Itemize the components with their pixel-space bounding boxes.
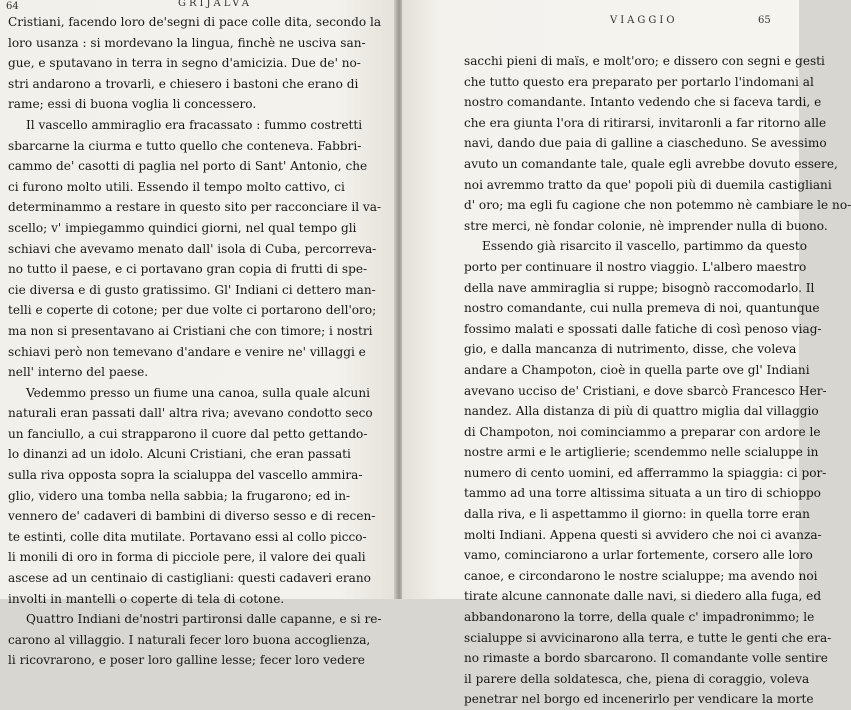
text-line: che tutto questo era preparato per portarlo l'indomani al — [464, 74, 814, 89]
text-line: sbarcarne la ciurma e tutto quello che conteneva. Fabbri- — [8, 138, 362, 153]
text-line: naturali eran passati dall' altra riva; avevano condotto seco — [8, 406, 373, 421]
text-line: gue, e sputavano in terra in segno d'amicizia. Due de' no- — [8, 56, 361, 71]
text-line: dalla riva, e li aspettammo il giorno: in quella torre eran — [464, 507, 810, 522]
text-line: avuto un comandante tale, quale egli avrebbe dovuto essere, — [464, 156, 838, 171]
text-line: canoe, e circondarono le nostre scialuppe; ma avendo noi — [464, 568, 818, 583]
text-line: un fanciullo, a cui strapparono il cuore dal petto gettando- — [8, 426, 368, 441]
right-page-number: 65 — [758, 15, 771, 26]
text-line: tammo ad una torre altissima situata a un tiro di schioppo — [464, 486, 821, 501]
text-line: Essendo già risarcito il vascello, partimmo da questo — [482, 239, 808, 254]
text-line: abbandonarono la torre, della quale c' impadronimmo; le — [464, 610, 815, 625]
text-line: lo dinanzi ad un idolo. Alcuni Cristiani, che eran passati — [8, 447, 351, 462]
text-line: ascese ad un centinaio di castigliani: questi cadaveri erano — [8, 571, 371, 586]
text-line: nostro comandante, cui nulla premeva di noi, quantunque — [464, 301, 820, 316]
text-line: sacchi pieni di maïs, e molt'oro; e dissero con segni e gesti — [464, 54, 825, 68]
text-line: Cristiani, facendo loro de'segni di pace colle dita, secondo la — [8, 15, 382, 29]
text-line: scello; v' impiegammo quindici giorni, nel qual tempo gli — [8, 220, 357, 235]
text-line: stri andarono a trovarli, e chiesero i bastoni che erano di — [8, 76, 359, 91]
right-page-header — [402, 0, 799, 26]
text-line: avevano ucciso de' Cristiani, e dove sbarcò Francesco Her- — [464, 383, 827, 398]
text-line: telli e coperte di cotone; per due volte ci portarono dell'oro; — [8, 303, 377, 318]
text-line: schiavi però non temevano d'andare e venire ne' villaggi e — [8, 344, 366, 359]
text-line: cammo de' casotti di paglia nel porto di Sant' Antonio, che — [8, 159, 368, 174]
text-line: tirate alcune cannonate dalle navi, si diedero alla fuga, ed — [464, 589, 822, 604]
text-line: ma non si presentavano ai Cristiani che con timore; i nostri — [8, 323, 373, 338]
text-line: carono al villaggio. I naturali fecer loro buona accoglienza, — [8, 632, 371, 647]
text-line: penetrar nel borgo ed incenerirlo per vendicare la morte — [464, 692, 814, 707]
text-line: fossimo malati e spossati dalle fatiche di così penoso viag- — [464, 321, 822, 336]
right-page — [402, 0, 851, 707]
text-line: Il vascello ammiraglio era fracassato : fummo costretti — [26, 117, 363, 132]
text-line: no tutto il paese, e ci portavano gran copia di frutti di spe- — [8, 262, 368, 277]
text-line: vennero de' cadaveri di bambini di diverso sesso e di recen- — [8, 509, 376, 524]
text-line: li monili di oro in forma di picciole pere, il valore dei quali — [8, 550, 366, 565]
text-line: d' oro; ma egli fu cagione che non potemmo nè cambiare le no- — [464, 198, 851, 213]
text-line: ci furono molto utili. Essendo il tempo molto cattivo, ci — [8, 179, 345, 194]
text-line: te estinti, colle dita mutilate. Portavano essi al collo picco- — [8, 529, 367, 544]
text-line: Vedemmo presso un fiume una canoa, sulla quale alcuni — [26, 385, 370, 400]
text-line: sulla riva opposta sopra la scialuppa del vascello ammira- — [8, 468, 363, 483]
text-line: no rimaste a bordo sbarcarono. Il comandante volle sentire — [464, 651, 828, 666]
text-line: schiavi che avevamo menato dall' isola di Cuba, percorreva- — [8, 241, 377, 256]
text-line: della nave ammiraglia si ruppe; bisognò raccomodarlo. Il — [464, 280, 815, 295]
text-line: nostro comandante. Intanto vedendo che si faceva tardi, e — [464, 95, 822, 110]
right-page-body — [464, 51, 851, 710]
text-line: vamo, cominciarono a urlar fortemente, corsero alle loro — [464, 548, 813, 563]
text-line: determinammo a restare in questo sito per racconciare il va- — [8, 200, 382, 215]
text-line: che era giunta l'ora di ritirarsi, invitaronli a far ritorno alle — [464, 115, 827, 130]
text-line: numero di cento uomini, ed afferrammo la spiaggia: ci por- — [464, 465, 827, 480]
text-line: nandez. Alla distanza di più di quattro miglia dal villaggio — [464, 404, 819, 419]
text-line: noi avremmo tratto da que' popoli più di duemila castigliani — [464, 177, 832, 192]
text-line: nell' interno del paese. — [8, 365, 149, 380]
text-line: loro usanza : si mordevano la lingua, finchè ne usciva san- — [8, 35, 366, 50]
text-line: il parere della soldatesca, che, piena di coraggio, voleva — [464, 671, 810, 686]
left-running-head: GRIJALVA — [178, 0, 252, 9]
left-page-number: 64 — [6, 1, 19, 12]
text-line: molti Indiani. Appena questi si avvidero che noi ci avanza- — [464, 527, 822, 542]
text-line: stre merci, nè fondar colonie, nè imprender nulla di buono. — [464, 218, 828, 233]
text-line: di Champoton, noi cominciammo a preparar con ardore le — [464, 424, 821, 439]
text-line: li ricovrarono, e poser loro galline lesse; fecer loro vedere — [8, 653, 365, 668]
left-page — [0, 0, 396, 668]
text-line: involti in mantelli o coperte di tela di cotone. — [8, 591, 285, 606]
left-page-body — [8, 12, 384, 671]
text-line: scialuppe si avvicinarono alla terra, e tutte le genti che era- — [464, 630, 832, 645]
text-line: cie diversa e di gusto gratissimo. Gl' Indiani ci dettero man- — [8, 282, 376, 297]
text-line: gio, e dalla mancanza di nutrimento, disse, che voleva — [464, 342, 797, 357]
text-line: navi, dando due paia di galline a ciascheduno. Se avessimo — [464, 136, 827, 151]
text-line: porto per continuare il nostro viaggio. L'albero maestro — [464, 259, 807, 274]
right-running-head: VIAGGIO — [610, 15, 678, 26]
text-line: nostre armi e le artiglierie; scendemmo nelle scialuppe in — [464, 445, 819, 460]
text-line: rame; essi di buona voglia li concessero. — [8, 97, 257, 112]
text-line: glio, videro una tomba nella sabbia; la frugarono; ed in- — [8, 488, 351, 503]
text-line: Quattro Indiani de'nostri partironsi dalle capanne, e si re- — [26, 612, 382, 627]
text-line: andare a Champoton, cioè in quella parte ove gl' Indiani — [464, 362, 810, 377]
